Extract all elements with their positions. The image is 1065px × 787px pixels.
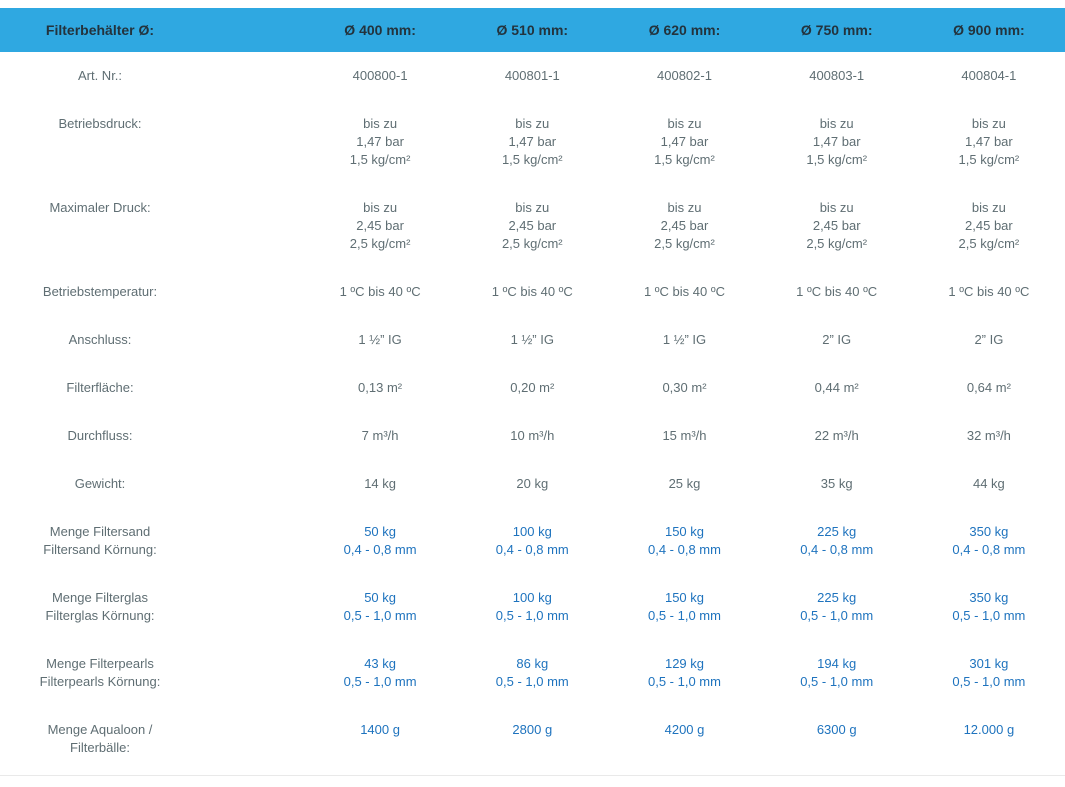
spec-value-line: 2,45 bar — [660, 218, 709, 233]
spec-value-line: 35 kg — [820, 476, 853, 491]
spec-value-line: 0,5 - 1,0 mm — [800, 674, 874, 689]
row-label-line: Filterglas Körnung: — [45, 608, 155, 623]
spec-value-line: 100 kg — [512, 524, 552, 539]
spec-value-line: 12.000 g — [963, 722, 1015, 737]
spec-value-line: 22 m³/h — [814, 428, 859, 443]
spec-row — [0, 364, 1065, 412]
spec-cell — [913, 523, 1065, 559]
spec-value-line: 2,5 kg/cm² — [349, 236, 411, 251]
spec-cell — [913, 199, 1065, 253]
spec-cell — [913, 379, 1065, 397]
spec-value-line: 400801-1 — [504, 68, 560, 83]
spec-cell — [913, 331, 1065, 349]
spec-cell — [913, 655, 1065, 691]
spec-cell — [456, 427, 608, 445]
spec-cell — [608, 475, 760, 493]
spec-value-line: 0,5 - 1,0 mm — [495, 608, 569, 623]
row-label — [0, 427, 304, 445]
spec-value-line: 0,5 - 1,0 mm — [800, 608, 874, 623]
spec-value-line: 7 m³/h — [361, 428, 399, 443]
spec-cell — [761, 721, 913, 757]
spec-cell — [608, 721, 760, 757]
row-label-line: Durchfluss: — [67, 428, 133, 443]
spec-value-line: bis zu — [667, 200, 702, 215]
spec-cell — [456, 199, 608, 253]
spec-value-line: 50 kg — [364, 590, 396, 605]
spec-value-line: 20 kg — [516, 476, 549, 491]
spec-cell — [304, 379, 456, 397]
spec-value-line: 10 m³/h — [510, 428, 555, 443]
column-header-900mm: Ø 900 mm: — [953, 22, 1025, 38]
spec-value-line: 400800-1 — [352, 68, 408, 83]
bottom-divider — [0, 775, 1065, 776]
spec-value-line: 50 kg — [364, 524, 396, 539]
spec-cell — [456, 67, 608, 85]
spec-cell — [608, 589, 760, 625]
row-label — [0, 379, 304, 397]
spec-cell — [456, 589, 608, 625]
spec-value-line: 2” IG — [822, 332, 852, 347]
spec-row — [0, 412, 1065, 460]
spec-cell — [456, 283, 608, 301]
spec-value-line: 4200 g — [664, 722, 705, 737]
spec-cell — [304, 283, 456, 301]
spec-value-line: 2,45 bar — [965, 218, 1013, 233]
row-label — [0, 283, 304, 301]
spec-cell — [304, 331, 456, 349]
table-header-label: Filterbehälter Ø: — [45, 22, 155, 38]
spec-value-line: 2,5 kg/cm² — [958, 236, 1020, 251]
row-label — [0, 115, 304, 169]
spec-value-line: 25 kg — [668, 476, 701, 491]
spec-value-line: 0,5 - 1,0 mm — [343, 674, 417, 689]
spec-value-line: 2,45 bar — [356, 218, 404, 233]
spec-cell — [608, 67, 760, 85]
spec-row — [0, 100, 1065, 184]
spec-value-line: 1 ºC bis 40 ºC — [643, 284, 725, 299]
spec-value-line: 2” IG — [974, 332, 1004, 347]
spec-cell — [304, 199, 456, 253]
spec-row — [0, 640, 1065, 706]
spec-value-line: 301 kg — [969, 656, 1009, 671]
spec-cell — [913, 475, 1065, 493]
spec-cell — [304, 67, 456, 85]
column-header-400mm: Ø 400 mm: — [344, 22, 416, 38]
spec-cell — [608, 331, 760, 349]
spec-cell — [456, 721, 608, 757]
spec-value-line: 6300 g — [816, 722, 857, 737]
table-header-row — [0, 8, 1065, 52]
spec-value-line: 0,4 - 0,8 mm — [952, 542, 1026, 557]
spec-value-line: bis zu — [971, 200, 1006, 215]
spec-value-line: 150 kg — [664, 590, 705, 605]
spec-row — [0, 268, 1065, 316]
spec-value-line: 0,13 m² — [358, 380, 403, 395]
row-label — [0, 331, 304, 349]
spec-cell — [913, 67, 1065, 85]
spec-cell — [913, 283, 1065, 301]
spec-cell — [304, 475, 456, 493]
row-label — [0, 655, 304, 691]
spec-value-line: bis zu — [819, 200, 854, 215]
spec-value-line: 1,47 bar — [660, 134, 709, 149]
table-body — [0, 52, 1065, 772]
spec-value-line: 0,4 - 0,8 mm — [495, 542, 569, 557]
column-header-620mm: Ø 620 mm: — [648, 22, 721, 38]
spec-value-line: 1 ½” IG — [510, 332, 554, 347]
spec-cell — [761, 199, 913, 253]
row-label-line: Anschluss: — [68, 332, 132, 347]
spec-cell — [304, 523, 456, 559]
row-label-line: Filterbälle: — [70, 740, 130, 755]
spec-cell — [913, 115, 1065, 169]
spec-cell — [913, 427, 1065, 445]
spec-value-line: 100 kg — [512, 590, 552, 605]
row-label — [0, 721, 304, 757]
spec-cell — [608, 115, 760, 169]
spec-value-line: bis zu — [515, 200, 550, 215]
spec-cell — [608, 655, 760, 691]
spec-cell — [608, 427, 760, 445]
spec-value-line: 194 kg — [817, 656, 857, 671]
spec-value-line: 1 ºC bis 40 ºC — [491, 284, 573, 299]
spec-row — [0, 460, 1065, 508]
spec-row — [0, 706, 1065, 772]
spec-value-line: 129 kg — [664, 656, 705, 671]
spec-value-line: 32 m³/h — [966, 428, 1011, 443]
spec-row — [0, 184, 1065, 268]
spec-row — [0, 574, 1065, 640]
row-label-line: Menge Aqualoon / — [47, 722, 153, 737]
spec-value-line: 2,5 kg/cm² — [806, 236, 868, 251]
spec-value-line: 0,5 - 1,0 mm — [648, 674, 721, 689]
spec-value-line: 1,5 kg/cm² — [958, 152, 1020, 167]
spec-value-line: bis zu — [363, 116, 398, 131]
row-label-line: Art. Nr.: — [77, 68, 123, 83]
spec-cell — [304, 721, 456, 757]
row-label-line: Menge Filterpearls — [46, 656, 154, 671]
spec-cell — [304, 115, 456, 169]
spec-cell — [608, 523, 760, 559]
spec-cell — [761, 283, 913, 301]
row-label-line: Filterpearls Körnung: — [39, 674, 161, 689]
spec-value-line: 0,30 m² — [662, 380, 707, 395]
spec-cell — [761, 475, 913, 493]
spec-cell — [761, 589, 913, 625]
spec-value-line: 400802-1 — [657, 68, 712, 83]
column-header-510mm: Ø 510 mm: — [496, 22, 569, 38]
spec-value-line: 2800 g — [512, 722, 553, 737]
row-label-line: Menge Filterglas — [51, 590, 149, 605]
spec-value-line: 0,4 - 0,8 mm — [800, 542, 874, 557]
column-header-750mm: Ø 750 mm: — [800, 22, 873, 38]
spec-value-line: 1400 g — [360, 722, 400, 737]
spec-value-line: 1,47 bar — [356, 134, 404, 149]
spec-value-line: bis zu — [667, 116, 702, 131]
spec-value-line: bis zu — [515, 116, 550, 131]
spec-cell — [761, 67, 913, 85]
spec-cell — [456, 475, 608, 493]
spec-cell — [761, 655, 913, 691]
spec-cell — [608, 199, 760, 253]
row-label-line: Maximaler Druck: — [49, 200, 151, 215]
spec-value-line: 44 kg — [972, 476, 1005, 491]
spec-value-line: 0,5 - 1,0 mm — [343, 608, 417, 623]
row-label-line: Gewicht: — [74, 476, 126, 491]
spec-value-line: 15 m³/h — [662, 428, 707, 443]
spec-value-line: 0,5 - 1,0 mm — [648, 608, 721, 623]
spec-value-line: 0,5 - 1,0 mm — [952, 674, 1026, 689]
row-label-line: Betriebsdruck: — [58, 116, 142, 131]
spec-value-line: 2,5 kg/cm² — [654, 236, 715, 251]
spec-row — [0, 52, 1065, 100]
spec-cell — [913, 721, 1065, 757]
spec-value-line: 1,5 kg/cm² — [501, 152, 563, 167]
spec-value-line: 225 kg — [817, 524, 857, 539]
spec-value-line: 1,47 bar — [965, 134, 1013, 149]
row-label-line: Menge Filtersand — [49, 524, 151, 539]
spec-value-line: 1 ½” IG — [358, 332, 402, 347]
spec-cell — [304, 655, 456, 691]
spec-value-line: 0,4 - 0,8 mm — [648, 542, 721, 557]
spec-cell — [761, 115, 913, 169]
spec-value-line: 225 kg — [817, 590, 857, 605]
spec-value-line: 1 ºC bis 40 ºC — [948, 284, 1030, 299]
spec-cell — [456, 655, 608, 691]
spec-value-line: bis zu — [819, 116, 854, 131]
spec-cell — [761, 379, 913, 397]
spec-value-line: 1,5 kg/cm² — [806, 152, 868, 167]
spec-value-line: 43 kg — [364, 656, 396, 671]
spec-value-line: 2,45 bar — [812, 218, 861, 233]
spec-cell — [304, 589, 456, 625]
spec-value-line: 0,64 m² — [966, 380, 1011, 395]
spec-value-line: 1,47 bar — [812, 134, 861, 149]
row-label — [0, 475, 304, 493]
spec-cell — [608, 283, 760, 301]
spec-value-line: 86 kg — [516, 656, 549, 671]
spec-value-line: 1,47 bar — [508, 134, 557, 149]
spec-value-line: 1 ½” IG — [662, 332, 707, 347]
spec-cell — [761, 427, 913, 445]
spec-value-line: 0,5 - 1,0 mm — [495, 674, 569, 689]
spec-value-line: 350 kg — [969, 524, 1009, 539]
row-label-line: Filterfläche: — [66, 380, 134, 395]
spec-value-line: 350 kg — [969, 590, 1009, 605]
spec-value-line: 2,45 bar — [508, 218, 557, 233]
filter-spec-table — [0, 8, 1065, 787]
spec-value-line: 1,5 kg/cm² — [654, 152, 715, 167]
spec-value-line: bis zu — [971, 116, 1006, 131]
spec-value-line: 0,20 m² — [510, 380, 555, 395]
row-label-line: Betriebstemperatur: — [42, 284, 158, 299]
spec-value-line: 1 ºC bis 40 ºC — [796, 284, 878, 299]
spec-cell — [456, 115, 608, 169]
spec-cell — [456, 523, 608, 559]
spec-value-line: 14 kg — [364, 476, 396, 491]
spec-cell — [761, 523, 913, 559]
spec-value-line: 0,44 m² — [814, 380, 859, 395]
spec-value-line: 0,5 - 1,0 mm — [952, 608, 1026, 623]
spec-value-line: 150 kg — [664, 524, 705, 539]
spec-value-line: 400804-1 — [961, 68, 1017, 83]
row-label — [0, 67, 304, 85]
row-label — [0, 523, 304, 559]
spec-cell — [304, 427, 456, 445]
row-label-line: Filtersand Körnung: — [43, 542, 157, 557]
spec-value-line: bis zu — [363, 200, 398, 215]
spec-cell — [913, 589, 1065, 625]
row-label — [0, 199, 304, 253]
spec-value-line: 2,5 kg/cm² — [501, 236, 563, 251]
spec-value-line: 1 ºC bis 40 ºC — [339, 284, 421, 299]
row-label — [0, 589, 304, 625]
spec-row — [0, 316, 1065, 364]
spec-value-line: 1,5 kg/cm² — [349, 152, 411, 167]
spec-value-line: 400803-1 — [809, 68, 865, 83]
spec-cell — [456, 331, 608, 349]
spec-row — [0, 508, 1065, 574]
spec-cell — [608, 379, 760, 397]
spec-cell — [456, 379, 608, 397]
spec-cell — [761, 331, 913, 349]
spec-value-line: 0,4 - 0,8 mm — [343, 542, 417, 557]
